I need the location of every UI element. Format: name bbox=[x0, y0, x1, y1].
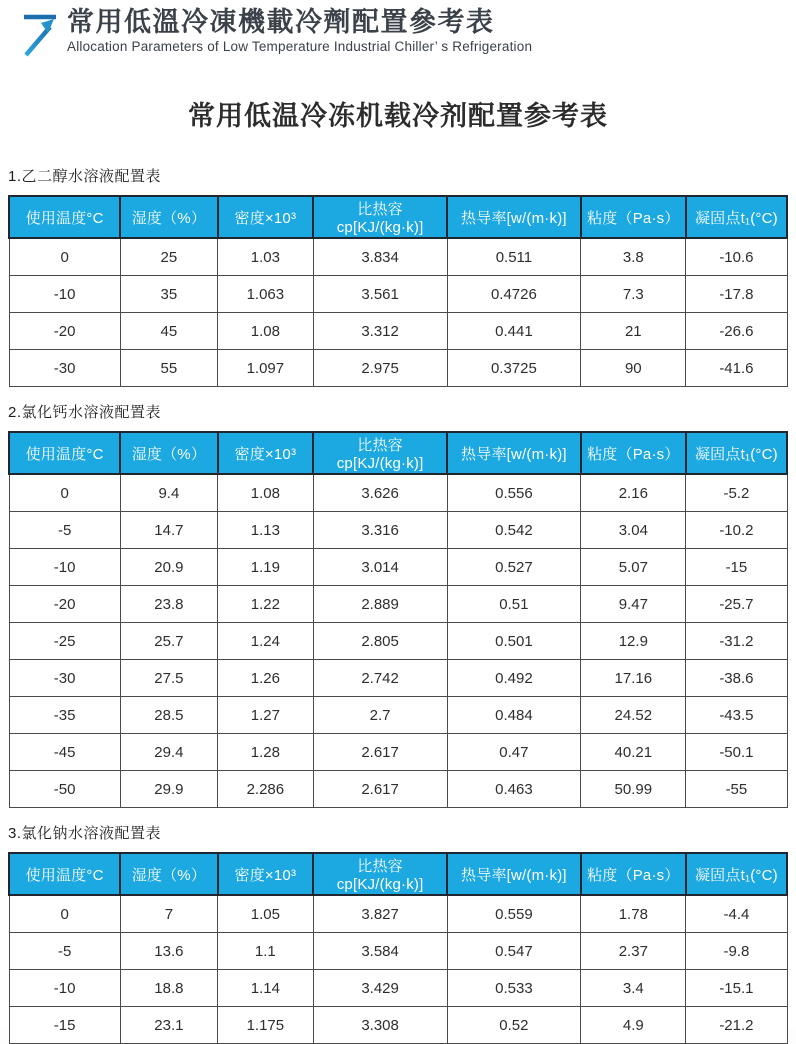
column-header: 湿度（%） bbox=[120, 853, 217, 895]
table-row bbox=[9, 586, 787, 623]
table-row bbox=[9, 313, 787, 350]
column-header: 比热容cp[KJ/(kg·k)] bbox=[313, 432, 447, 474]
table-cell: -10.6 bbox=[686, 238, 787, 276]
table-row bbox=[9, 549, 787, 586]
table-cell: 2.617 bbox=[313, 734, 447, 771]
table-cell: 0.547 bbox=[447, 933, 581, 970]
table-cell: 2.742 bbox=[313, 660, 447, 697]
column-header: 湿度（%） bbox=[120, 432, 217, 474]
column-header: 使用温度°C bbox=[9, 853, 120, 895]
table-cell: 1.26 bbox=[218, 660, 314, 697]
table-cell: -10 bbox=[9, 276, 120, 313]
column-header: 热导率[w/(m·k)] bbox=[447, 196, 581, 238]
table-cell: 3.316 bbox=[313, 512, 447, 549]
table-cell: 17.16 bbox=[581, 660, 686, 697]
table-cell: 0.533 bbox=[447, 970, 581, 1007]
table-cell: 3.04 bbox=[581, 512, 686, 549]
table-cell: 3.312 bbox=[313, 313, 447, 350]
table-cell: 40.21 bbox=[581, 734, 686, 771]
table-cell: -10 bbox=[9, 549, 120, 586]
table-cell: 1.1 bbox=[218, 933, 314, 970]
table-cell: -10 bbox=[9, 970, 120, 1007]
table-cell: 1.27 bbox=[218, 697, 314, 734]
parameter-table bbox=[8, 852, 788, 1044]
column-header: 密度×10³ bbox=[218, 432, 314, 474]
column-header: 比热容cp[KJ/(kg·k)] bbox=[313, 196, 447, 238]
table-cell: 3.308 bbox=[313, 1007, 447, 1044]
table-header-row bbox=[9, 853, 787, 895]
table-cell: 13.6 bbox=[120, 933, 217, 970]
section-sodium-chloride bbox=[8, 808, 788, 1044]
table-cell: -41.6 bbox=[686, 350, 787, 387]
column-header: 使用温度°C bbox=[9, 196, 120, 238]
table-cell: 1.22 bbox=[218, 586, 314, 623]
column-header: 热导率[w/(m·k)] bbox=[447, 432, 581, 474]
table-cell: 0.556 bbox=[447, 474, 581, 512]
column-header: 粘度（Pa·s） bbox=[581, 432, 686, 474]
table-cell: 0.484 bbox=[447, 697, 581, 734]
table-cell: 1.28 bbox=[218, 734, 314, 771]
table-cell: 1.08 bbox=[218, 313, 314, 350]
column-header: 粘度（Pa·s） bbox=[581, 196, 686, 238]
table-cell: -30 bbox=[9, 660, 120, 697]
table-cell: 12.9 bbox=[581, 623, 686, 660]
table-cell: 0.542 bbox=[447, 512, 581, 549]
column-header: 热导率[w/(m·k)] bbox=[447, 853, 581, 895]
brand-header bbox=[0, 0, 796, 59]
table-row bbox=[9, 771, 787, 808]
section-ethylene-glycol bbox=[8, 133, 788, 387]
table-cell: 1.19 bbox=[218, 549, 314, 586]
content-area bbox=[0, 133, 796, 1044]
table-cell: -30 bbox=[9, 350, 120, 387]
table-row bbox=[9, 623, 787, 660]
section-label: 2.氯化钙水溶液配置表 bbox=[8, 404, 162, 421]
table-cell: 0.3725 bbox=[447, 350, 581, 387]
column-header: 湿度（%） bbox=[120, 196, 217, 238]
table-row bbox=[9, 660, 787, 697]
table-cell: 3.8 bbox=[581, 238, 686, 276]
table-cell: -25 bbox=[9, 623, 120, 660]
table-cell: 1.24 bbox=[218, 623, 314, 660]
table-cell: 2.286 bbox=[218, 771, 314, 808]
table-cell: 9.4 bbox=[120, 474, 217, 512]
table-cell: 23.8 bbox=[120, 586, 217, 623]
table-cell: -55 bbox=[686, 771, 787, 808]
table-cell: 14.7 bbox=[120, 512, 217, 549]
table-cell: 20.9 bbox=[120, 549, 217, 586]
table-cell: 3.561 bbox=[313, 276, 447, 313]
table-cell: 0.501 bbox=[447, 623, 581, 660]
table-cell: 2.805 bbox=[313, 623, 447, 660]
table-row bbox=[9, 1007, 787, 1044]
table-cell: -9.8 bbox=[686, 933, 787, 970]
table-row bbox=[9, 276, 787, 313]
table-cell: 5.07 bbox=[581, 549, 686, 586]
brand-subtitle: Allocation Parameters of Low Temperature Industrial Chiller’ s Refrigeration bbox=[67, 39, 533, 55]
brand-text bbox=[67, 7, 532, 54]
table-cell: 0.4726 bbox=[447, 276, 581, 313]
table-cell: -50 bbox=[9, 771, 120, 808]
table-cell: 24.52 bbox=[581, 697, 686, 734]
table-cell: 3.584 bbox=[313, 933, 447, 970]
table-row bbox=[9, 895, 787, 933]
column-header: 粘度（Pa·s） bbox=[581, 853, 686, 895]
table-cell: -5 bbox=[9, 512, 120, 549]
table-cell: -35 bbox=[9, 697, 120, 734]
table-cell: 0.492 bbox=[447, 660, 581, 697]
table-cell: -10.2 bbox=[686, 512, 787, 549]
table-row bbox=[9, 970, 787, 1007]
table-cell: 55 bbox=[120, 350, 217, 387]
table-cell: 45 bbox=[120, 313, 217, 350]
table-cell: 1.097 bbox=[218, 350, 314, 387]
brand-title: 常用低溫冷凍機載冷劑配置參考表 bbox=[67, 7, 495, 37]
table-cell: 1.175 bbox=[218, 1007, 314, 1044]
table-cell: 2.7 bbox=[313, 697, 447, 734]
table-cell: 0 bbox=[9, 474, 120, 512]
table-cell: 1.03 bbox=[218, 238, 314, 276]
table-cell: 21 bbox=[581, 313, 686, 350]
table-cell: 29.4 bbox=[120, 734, 217, 771]
table-cell: -45 bbox=[9, 734, 120, 771]
column-header: 密度×10³ bbox=[218, 853, 314, 895]
column-header: 凝固点t₁(°C) bbox=[686, 196, 787, 238]
table-cell: 28.5 bbox=[120, 697, 217, 734]
table-cell: 3.014 bbox=[313, 549, 447, 586]
table-row bbox=[9, 238, 787, 276]
table-cell: 2.37 bbox=[581, 933, 686, 970]
table-cell: -5 bbox=[9, 933, 120, 970]
table-cell: -26.6 bbox=[686, 313, 787, 350]
table-cell: 3.429 bbox=[313, 970, 447, 1007]
section-label: 3.氯化钠水溶液配置表 bbox=[8, 825, 162, 842]
table-cell: 23.1 bbox=[120, 1007, 217, 1044]
column-header: 使用温度°C bbox=[9, 432, 120, 474]
table-cell: -38.6 bbox=[686, 660, 787, 697]
table-cell: 25 bbox=[120, 238, 217, 276]
table-cell: 0 bbox=[9, 895, 120, 933]
section-calcium-chloride bbox=[8, 387, 788, 808]
table-cell: -15.1 bbox=[686, 970, 787, 1007]
table-row bbox=[9, 474, 787, 512]
table-cell: 90 bbox=[581, 350, 686, 387]
table-cell: 0.52 bbox=[447, 1007, 581, 1044]
table-cell: 50.99 bbox=[581, 771, 686, 808]
table-cell: 1.063 bbox=[218, 276, 314, 313]
table-cell: 3.834 bbox=[313, 238, 447, 276]
table-header-row bbox=[9, 196, 787, 238]
table-cell: 4.9 bbox=[581, 1007, 686, 1044]
table-cell: -15 bbox=[9, 1007, 120, 1044]
table-cell: -20 bbox=[9, 586, 120, 623]
parameter-table bbox=[8, 195, 788, 387]
table-cell: 3.4 bbox=[581, 970, 686, 1007]
parameter-table bbox=[8, 431, 788, 808]
table-cell: -17.8 bbox=[686, 276, 787, 313]
arrow-up-right-icon bbox=[12, 7, 58, 59]
table-cell: -20 bbox=[9, 313, 120, 350]
table-cell: 1.08 bbox=[218, 474, 314, 512]
page-title: 常用低温冷冻机载冷剂配置参考表 bbox=[188, 101, 608, 131]
table-cell: -43.5 bbox=[686, 697, 787, 734]
table-cell: 9.47 bbox=[581, 586, 686, 623]
table-cell: 0.441 bbox=[447, 313, 581, 350]
table-cell: 2.617 bbox=[313, 771, 447, 808]
table-row bbox=[9, 933, 787, 970]
column-header: 凝固点t₁(°C) bbox=[686, 432, 787, 474]
table-cell: 0.47 bbox=[447, 734, 581, 771]
table-cell: 7 bbox=[120, 895, 217, 933]
table-cell: 0.511 bbox=[447, 238, 581, 276]
section-label: 1.乙二醇水溶液配置表 bbox=[8, 168, 162, 185]
column-header: 凝固点t₁(°C) bbox=[686, 853, 787, 895]
table-cell: -31.2 bbox=[686, 623, 787, 660]
table-cell: 7.3 bbox=[581, 276, 686, 313]
table-cell: -21.2 bbox=[686, 1007, 787, 1044]
table-cell: 3.827 bbox=[313, 895, 447, 933]
table-cell: 1.13 bbox=[218, 512, 314, 549]
table-cell: 25.7 bbox=[120, 623, 217, 660]
table-cell: -15 bbox=[686, 549, 787, 586]
table-row bbox=[9, 697, 787, 734]
table-cell: 2.16 bbox=[581, 474, 686, 512]
table-cell: 0.559 bbox=[447, 895, 581, 933]
table-cell: -25.7 bbox=[686, 586, 787, 623]
table-cell: -4.4 bbox=[686, 895, 787, 933]
column-header: 比热容cp[KJ/(kg·k)] bbox=[313, 853, 447, 895]
table-cell: 0 bbox=[9, 238, 120, 276]
table-cell: 0.51 bbox=[447, 586, 581, 623]
table-cell: 18.8 bbox=[120, 970, 217, 1007]
table-cell: 3.626 bbox=[313, 474, 447, 512]
table-cell: 2.889 bbox=[313, 586, 447, 623]
table-cell: 2.975 bbox=[313, 350, 447, 387]
table-cell: 35 bbox=[120, 276, 217, 313]
table-cell: 1.14 bbox=[218, 970, 314, 1007]
table-cell: -5.2 bbox=[686, 474, 787, 512]
table-row bbox=[9, 734, 787, 771]
column-header: 密度×10³ bbox=[218, 196, 314, 238]
table-header-row bbox=[9, 432, 787, 474]
table-cell: 1.78 bbox=[581, 895, 686, 933]
table-cell: 27.5 bbox=[120, 660, 217, 697]
table-row bbox=[9, 512, 787, 549]
table-cell: 29.9 bbox=[120, 771, 217, 808]
table-cell: -50.1 bbox=[686, 734, 787, 771]
table-cell: 0.527 bbox=[447, 549, 581, 586]
table-cell: 0.463 bbox=[447, 771, 581, 808]
table-cell: 1.05 bbox=[218, 895, 314, 933]
table-row bbox=[9, 350, 787, 387]
